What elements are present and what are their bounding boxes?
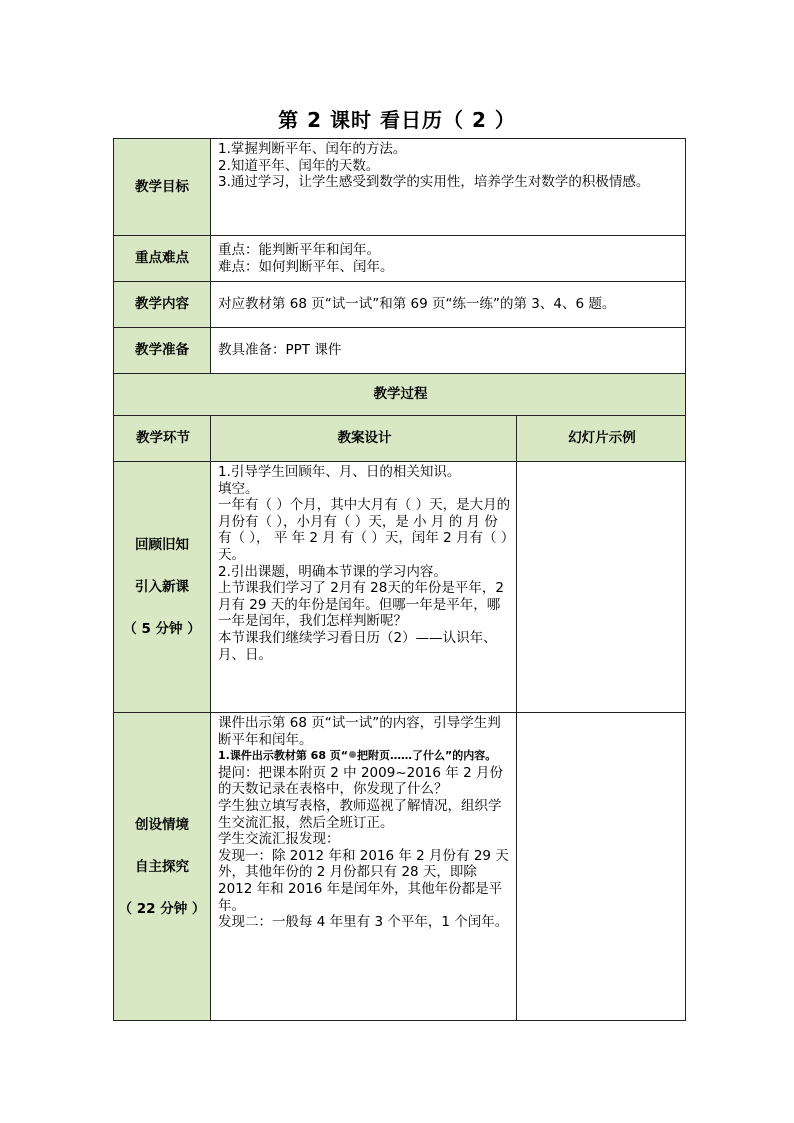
preparation-row xyxy=(114,328,686,374)
key-points-row xyxy=(114,236,686,282)
key-point: 重点：能判断平年和闰年。 xyxy=(218,241,380,258)
objective-1: 1.掌握判断平年、闰年的方法。 xyxy=(218,141,407,157)
objectives-label: 教学目标 xyxy=(114,139,211,236)
objectives-cell xyxy=(211,139,686,236)
design-line: 提问：把课本附页 2 中 2009~2016 年 2 月份的天数记录在表格中，你发现了什么？ xyxy=(218,764,503,798)
design-line: 学生交流汇报发现： xyxy=(218,831,340,848)
preparation-label: 教学准备 xyxy=(114,328,211,374)
page-title: 第 2 课时 看日历（ 2 ） xyxy=(278,108,516,132)
lesson-plan-table xyxy=(113,138,686,1021)
design-line: 发现一：除 2012 年和 2016 年 2 月份有 29 天外，其他年份的 2 月份都只有 28 天，即除 2012 年和 2016 年是闰年外，其他年份都是平年。 xyxy=(218,847,509,914)
stage-name-line: 创设情境 xyxy=(135,816,189,833)
stage-name xyxy=(114,462,211,713)
bullet-dot-icon xyxy=(349,751,356,758)
design-line: 填空。 xyxy=(218,480,259,497)
content-row xyxy=(114,282,686,328)
process-header-row xyxy=(114,374,686,416)
embedded-text-post: 把附页……了什么”的内容。 xyxy=(357,749,497,763)
column-header-slide: 幻灯片示例 xyxy=(517,416,686,462)
stage-design xyxy=(211,713,517,1021)
stage-design xyxy=(211,462,517,713)
stage-duration: （ 5 分钟 ） xyxy=(123,621,201,637)
stage-row xyxy=(114,713,686,1021)
stage-name-line: 回顾旧知 xyxy=(135,537,189,553)
objectives-row xyxy=(114,139,686,236)
column-header-row xyxy=(114,416,686,462)
design-line: 本节课我们继续学习看日历（2）——认识年、月、日。 xyxy=(218,629,497,663)
key-points-label: 重点难点 xyxy=(114,236,211,282)
stage-slide xyxy=(517,462,686,713)
stage-row xyxy=(114,462,686,713)
process-header: 教学过程 xyxy=(114,374,686,416)
embedded-text-pre: 1.课件出示教材第 68 页“ xyxy=(218,749,349,763)
design-line: 一年有（ ）个月，其中大月有（ ）天，是大月的月份有（ ），小月有（ ）天，是 小 月 的 月 份 有（ ）， 平 年 2 月 有（ ）天，闰年 2 月有（ ）天。 xyxy=(218,497,511,563)
embedded-textbook-line xyxy=(218,748,511,765)
content-text: 对应教材第 68 页“试一试”和第 69 页“练一练”的第 3、4、6 题。 xyxy=(211,282,686,328)
objective-2: 2.知道平年、闰年的天数。 xyxy=(218,157,380,174)
design-line: 发现二：一般每 4 年里有 3 个平年，1 个闰年。 xyxy=(218,914,509,931)
design-line: 1.引导学生回顾年、月、日的相关知识。 xyxy=(218,464,461,480)
content-label: 教学内容 xyxy=(114,282,211,328)
difficult-point: 难点：如何判断平年、闰年。 xyxy=(218,258,394,275)
design-line: 课件出示第 68 页“试一试”的内容，引导学生判断平年和闰年。 xyxy=(218,715,501,748)
stage-name xyxy=(114,713,211,1021)
design-line: 学生独立填写表格，教师巡视了解情况，组织学生交流汇报，然后全班订正。 xyxy=(218,797,502,831)
preparation-text: 教具准备：PPT 课件 xyxy=(211,328,686,374)
column-header-design: 教案设计 xyxy=(211,416,517,462)
stage-name-line: 自主探究 xyxy=(135,858,189,875)
design-line: 2.引出课题，明确本节课的学习内容。 xyxy=(218,563,447,580)
stage-slide xyxy=(517,713,686,1021)
objective-3: 3.通过学习，让学生感受到数学的实用性，培养学生对数学的积极情感。 xyxy=(218,174,650,191)
stage-name-line: 引入新课 xyxy=(135,579,189,595)
key-points-cell xyxy=(211,236,686,282)
column-header-stage: 教学环节 xyxy=(114,416,211,462)
design-line: 上节课我们学习了 2月有 28天的年份是平年，2月有 29 天的年份是闰年。但哪一年是平年，哪一年是闰年，我们怎样判断呢？ xyxy=(218,580,504,630)
stage-duration: （ 22 分钟 ） xyxy=(118,900,206,917)
